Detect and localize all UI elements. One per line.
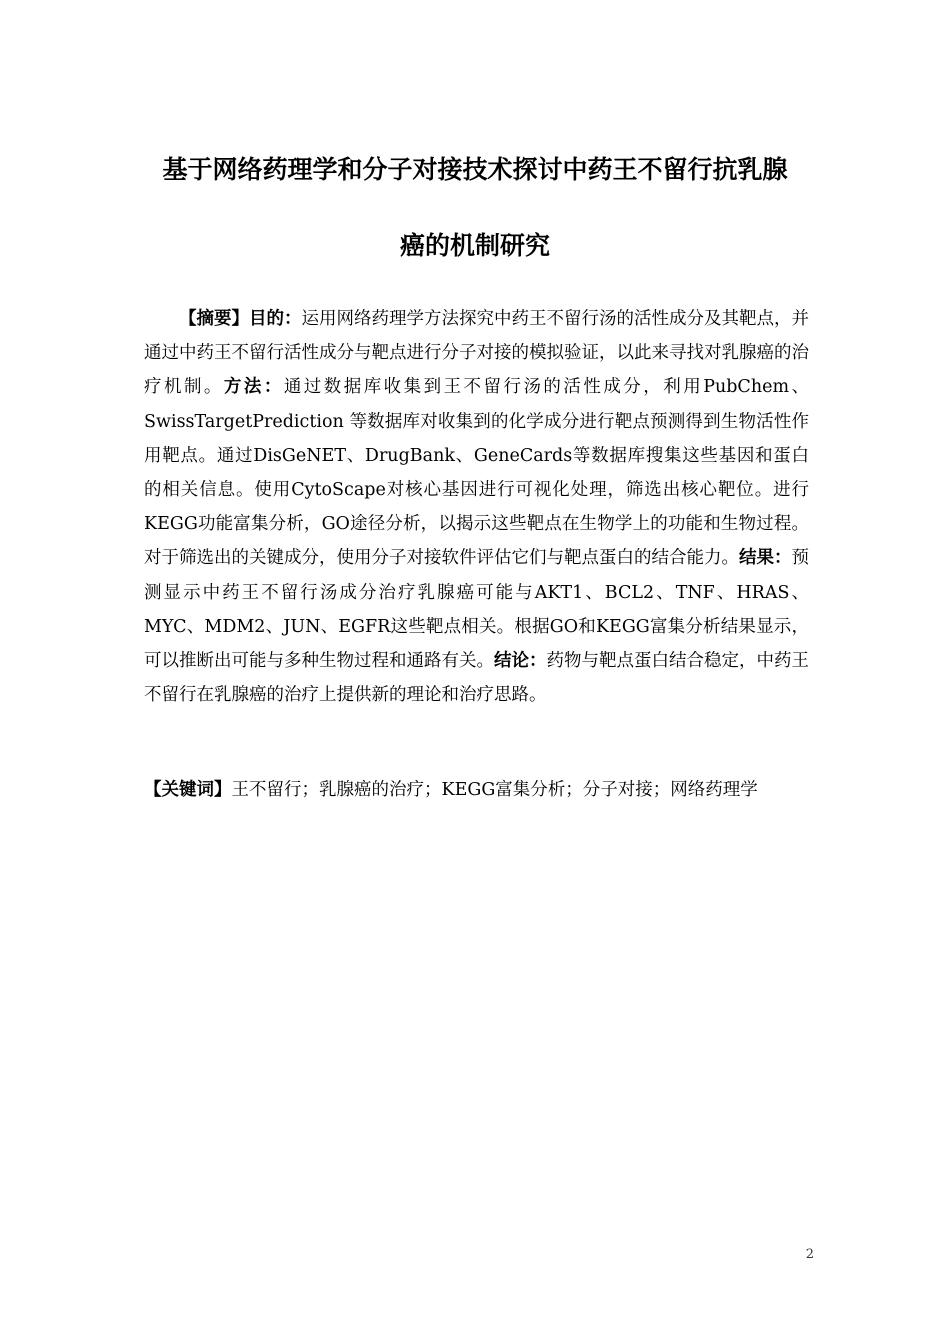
keywords-heading: 【关键词】 xyxy=(144,780,232,800)
result-label: 结果： xyxy=(739,548,792,569)
result-text: 预测显示中药王不留行汤成分治疗乳腺癌可能与AKT1、BCL2、TNF、HRAS、MYC、MDM2、JUN、EGFR这些靶点相关。根据GO和KEGG富集分析结果显示，可以推断出可能与多种生物过程和通路有关。 xyxy=(144,548,809,672)
abstract-paragraph xyxy=(144,302,809,712)
method-label: 方法： xyxy=(223,377,284,398)
page-number: 2 xyxy=(805,1247,814,1262)
conclusion-text: 药物与靶点蛋白结合稳定，中药王不留行在乳腺癌的治疗上提供新的理论和治疗思路。 xyxy=(144,651,809,706)
paper-title-line-2: 癌的机制研究 xyxy=(399,231,550,260)
conclusion-label: 结论： xyxy=(494,651,547,672)
paper-title-line-1: 基于网络药理学和分子对接技术探讨中药王不留行抗乳腺 xyxy=(162,155,788,184)
keywords-text: 王不留行；乳腺癌的治疗；KEGG富集分析；分子对接；网络药理学 xyxy=(231,780,758,800)
purpose-label: 目的： xyxy=(249,309,302,329)
method-text: 通过数据库收集到王不留行汤的活性成分，利用PubChem、SwissTargetPrediction 等数据库对收集到的化学成分进行靶点预测得到生物活性作用靶点。通过DisGeNET、DrugBank、GeneCards等数据库搜集这些基因和蛋白的相关信息。使用CytoScape对核心基因进行可视化处理，筛选出核心靶位。进行KEGG功能富集分析，GO途径分析，以揭示这些靶点在生物学上的功能和生物过程。对于筛选出的关键成分，使用分子对接软件评估它们与靶点蛋白的结合能力。 xyxy=(144,377,810,569)
keywords-paragraph xyxy=(144,773,824,807)
abstract-heading: 【摘要】 xyxy=(179,309,249,329)
purpose-text: 运用网络药理学方法探究中药王不留行汤的活性成分及其靶点，并通过中药王不留行活性成分与靶点进行分子对接的模拟验证，以此来寻找对乳腺癌的治疗机制。 xyxy=(144,309,809,398)
